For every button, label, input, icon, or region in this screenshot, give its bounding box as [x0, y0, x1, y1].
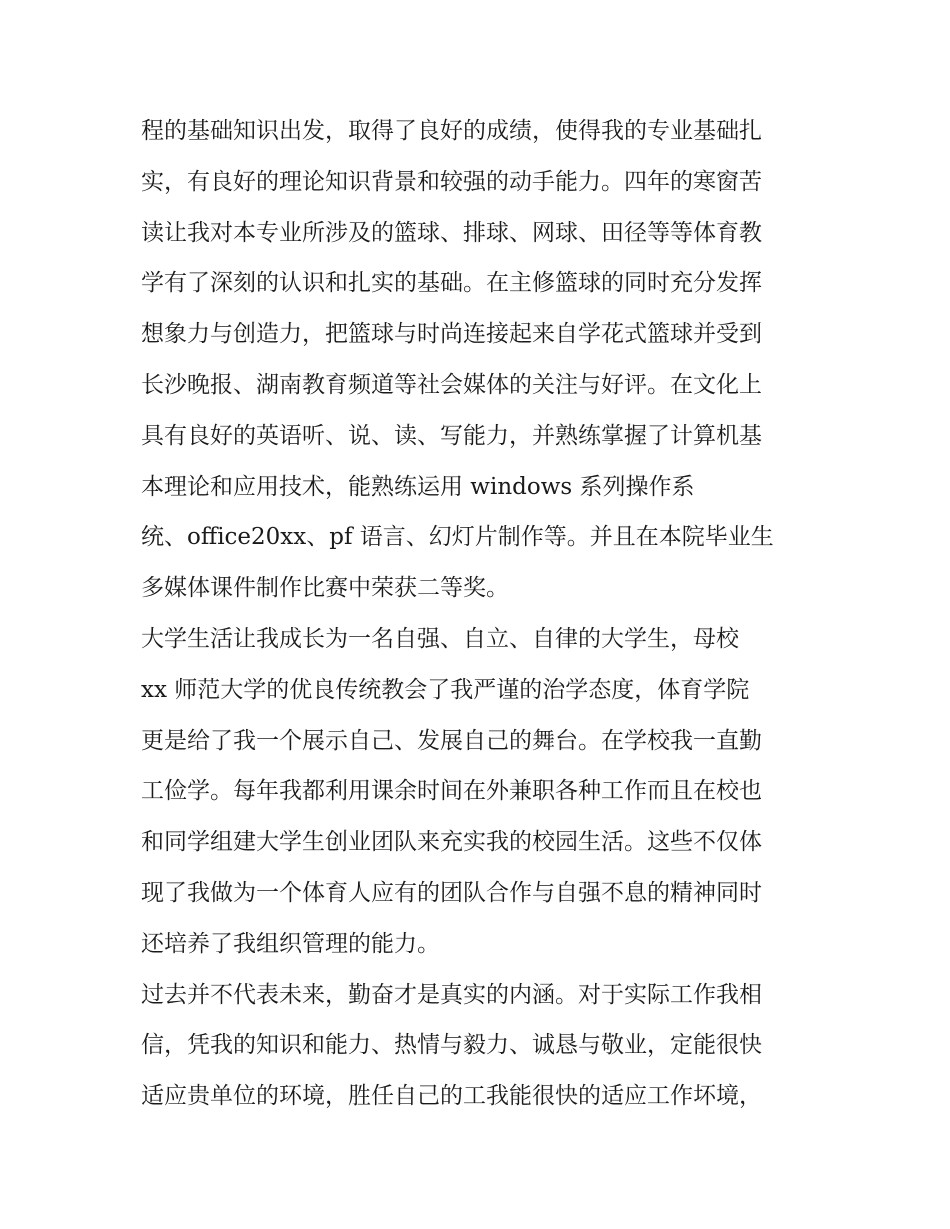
- text-line: 具有良好的英语听、说、读、写能力，并熟练掌握了计算机基: [141, 422, 762, 449]
- text-line: 统、office20xx、pf 语言、幻灯片制作等。并且在本院毕业生: [141, 524, 774, 551]
- text-line: 长沙晚报、湖南教育频道等社会媒体的关注与好评。在文化上: [141, 371, 762, 398]
- text-line: 过去并不代表未来，勤奋才是真实的内涵。对于实际工作我相: [141, 981, 762, 1008]
- text-line: 读让我对本专业所涉及的篮球、排球、网球、田径等等体育教: [141, 219, 762, 246]
- text-line: 程的基础知识出发，取得了良好的成绩，使得我的专业基础扎: [141, 118, 762, 144]
- text-line: 现了我做为一个体育人应有的团队合作与自强不息的精神同时: [141, 879, 762, 906]
- text-line: 还培养了我组织管理的能力。: [141, 930, 440, 957]
- text-line: 实，有良好的理论知识背景和较强的动手能力。四年的寒窗苦: [141, 168, 762, 195]
- text-line: 大学生活让我成长为一名自强、自立、自律的大学生，母校: [141, 625, 739, 652]
- text-line: 适应贵单位的环境，胜任自己的工我能很快的适应工作坏境，: [141, 1083, 762, 1110]
- text-line: 本理论和应用技术，能熟练运用 windows 系列操作系: [141, 473, 695, 500]
- text-line: 工俭学。每年我都利用课余时间在外兼职各种工作而且在校也: [141, 778, 762, 805]
- text-line: 想象力与创造力，把篮球与时尚连接起来自学花式篮球并受到: [141, 321, 762, 348]
- text-line: 多媒体课件制作比赛中荣获二等奖。: [141, 575, 509, 602]
- text-line: 更是给了我一个展示自己、发展自己的舞台。在学校我一直勤: [141, 727, 762, 754]
- text-line: 和同学组建大学生创业团队来充实我的校园生活。这些不仅体: [141, 829, 762, 856]
- text-line: 学有了深刻的认识和扎实的基础。在主修篮球的同时充分发挥: [141, 270, 762, 297]
- text-line: 信，凭我的知识和能力、热情与毅力、诚恳与敬业，定能很快: [141, 1032, 762, 1059]
- text-line: xx 师范大学的优良传统教会了我严谨的治学态度，体育学院: [141, 676, 750, 703]
- body-text: [141, 106, 821, 1122]
